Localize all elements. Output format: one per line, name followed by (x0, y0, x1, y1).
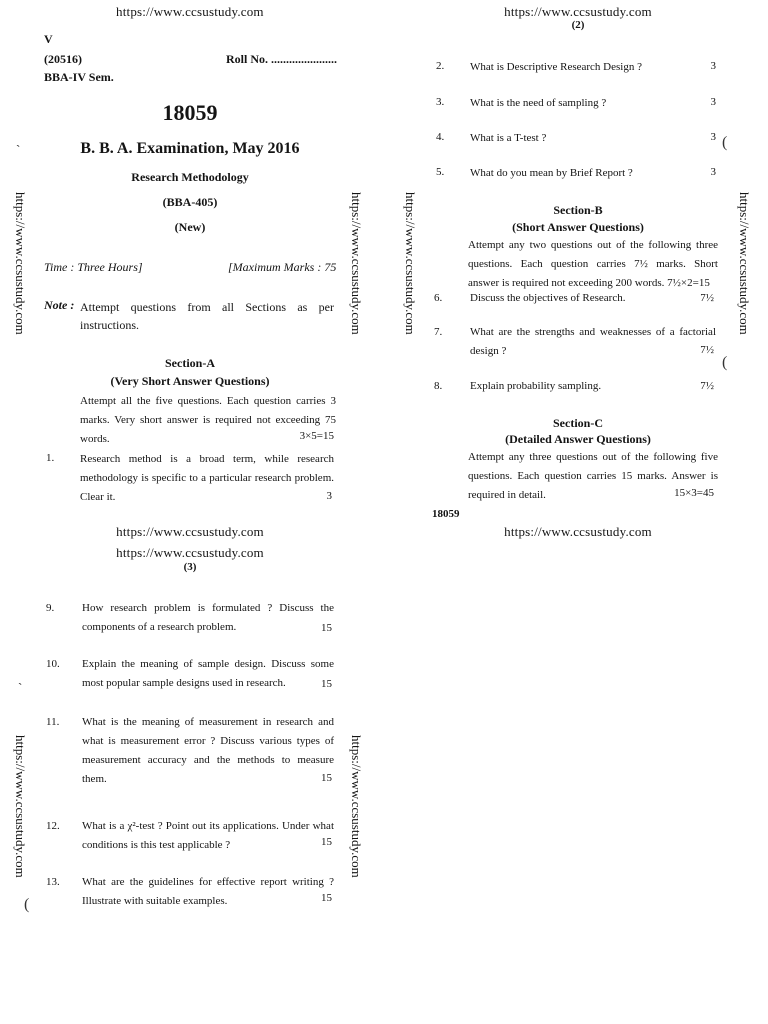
q1-number: 1. (46, 452, 55, 464)
scan-mark: ` (16, 142, 21, 157)
q3-marks: 3 (710, 96, 716, 108)
paper-code: (20516) (44, 52, 82, 66)
margin-url-right-top: https://www.ccsustudy.com (737, 192, 752, 335)
course-code: (BBA-405) (162, 195, 218, 209)
page3-number: (3) (183, 561, 197, 573)
q5-text: What do you mean by Brief Report ? (470, 167, 633, 179)
scheme: (New) (174, 220, 206, 234)
scan-mark: ( (722, 354, 728, 371)
margin-url-center-bottom: https://www.ccsustudy.com (349, 735, 364, 878)
page2-footer-code: 18059 (432, 508, 460, 520)
q8-marks: 7½ (700, 380, 714, 392)
subject: Research Methodology (131, 170, 249, 184)
q3-number: 3. (436, 96, 445, 108)
q7-marks: 7½ (700, 344, 714, 356)
q2-text: What is Descriptive Research Design ? (470, 61, 642, 73)
page1-top-url: https://www.ccsustudy.com (116, 4, 264, 19)
section-c-marks-scheme: 15×3=45 (674, 487, 714, 499)
section-c-instructions: Attempt any three questions out of the following five questions. Each question carries 15 marks. Answer is required in detail. (468, 451, 718, 501)
margin-url-center-right-top: https://www.ccsustudy.com (403, 192, 418, 335)
q7-number: 7. (434, 326, 443, 338)
section-a-subtitle: (Very Short Answer Questions) (110, 374, 270, 388)
roll-no: Roll No. ...................... (226, 52, 337, 66)
scan-mark: ` (18, 680, 23, 695)
q2-marks: 3 (710, 60, 716, 72)
q8-number: 8. (434, 380, 443, 392)
q10-marks: 15 (321, 678, 332, 690)
q5-number: 5. (436, 166, 445, 178)
section-b-title: Section-B (553, 203, 603, 217)
q13-text: What are the guidelines for effective report writing ? Illustrate with suitable examples. (82, 876, 334, 907)
page3-top-url: https://www.ccsustudy.com (116, 545, 264, 560)
q11-number: 11. (46, 716, 60, 728)
q12-marks: 15 (321, 836, 332, 848)
scan-mark: ( (24, 896, 30, 913)
q4-text: What is a T-test ? (470, 132, 547, 144)
q12-number: 12. (46, 820, 60, 832)
q8-text: Explain probability sampling. (470, 380, 602, 392)
exam-title: B. B. A. Examination, May 2016 (80, 140, 300, 157)
q1-marks: 3 (326, 490, 332, 502)
page1-bottom-url: https://www.ccsustudy.com (116, 524, 264, 539)
q13-number: 13. (46, 876, 60, 888)
section-b-subtitle: (Short Answer Questions) (512, 220, 644, 234)
page2-bottom-url: https://www.ccsustudy.com (504, 524, 652, 539)
maximum-marks: [Maximum Marks : 75 (228, 260, 337, 274)
semester: BBA-IV Sem. (44, 70, 114, 84)
section-a-instructions: Attempt all the five questions. Each question carries 3 marks. Very short answer is required not exceeding 75 words. (80, 395, 336, 445)
time-allowed: Time : Three Hours] (44, 260, 143, 274)
q5-marks: 3 (710, 166, 716, 178)
q3-text: What is the need of sampling ? (470, 97, 607, 109)
section-a-marks-scheme: 3×5=15 (299, 430, 334, 442)
q6-marks: 7½ (700, 292, 714, 304)
q11-text: What is the meaning of measurement in research and what is measurement error ? Discuss various types of measurement accuracy and the methods to measure them. (82, 716, 334, 785)
q4-marks: 3 (710, 131, 716, 143)
q10-number: 10. (46, 658, 60, 670)
q4-number: 4. (436, 131, 445, 143)
q7-text: What are the strengths and weaknesses of a factorial design ? (470, 326, 716, 357)
note-text: Attempt questions from all Sections as per instructions. (80, 300, 334, 332)
q9-number: 9. (46, 602, 55, 614)
section-c-subtitle: (Detailed Answer Questions) (505, 432, 651, 446)
q6-text: Discuss the objectives of Research. (470, 292, 626, 304)
q2-number: 2. (436, 60, 445, 72)
q12-text: What is a χ²-test ? Point out its applications. Under what conditions is this test applicable ? (82, 820, 334, 851)
q6-number: 6. (434, 292, 443, 304)
margin-url-center-left-top: https://www.ccsustudy.com (349, 192, 364, 335)
q13-marks: 15 (321, 892, 332, 904)
v-mark: V (44, 32, 53, 46)
margin-url-left-bottom: https://www.ccsustudy.com (13, 735, 28, 878)
q9-marks: 15 (321, 622, 332, 634)
section-c-title: Section-C (553, 416, 603, 430)
section-b-instructions: Attempt any two questions out of the following three questions. Each question carries 7½ marks. Short answer is required not exceeding 200 words. 7½×2=15 (468, 239, 718, 289)
page2-top-url: https://www.ccsustudy.com (504, 4, 652, 19)
note-label: Note : (44, 298, 75, 312)
q9-text: How research problem is formulated ? Discuss the components of a research problem. (82, 602, 334, 633)
q1-text: Research method is a broad term, while research methodology is specific to a particular research problem. Clear it. (80, 453, 334, 503)
page2-number: (2) (571, 19, 585, 31)
scan-mark: ( (722, 134, 728, 151)
paper-number: 18059 (162, 100, 218, 125)
q11-marks: 15 (321, 772, 332, 784)
section-a-title: Section-A (165, 356, 215, 370)
q10-text: Explain the meaning of sample design. Discuss some most popular sample designs used in research. (82, 658, 334, 689)
margin-url-left-top: https://www.ccsustudy.com (13, 192, 28, 335)
